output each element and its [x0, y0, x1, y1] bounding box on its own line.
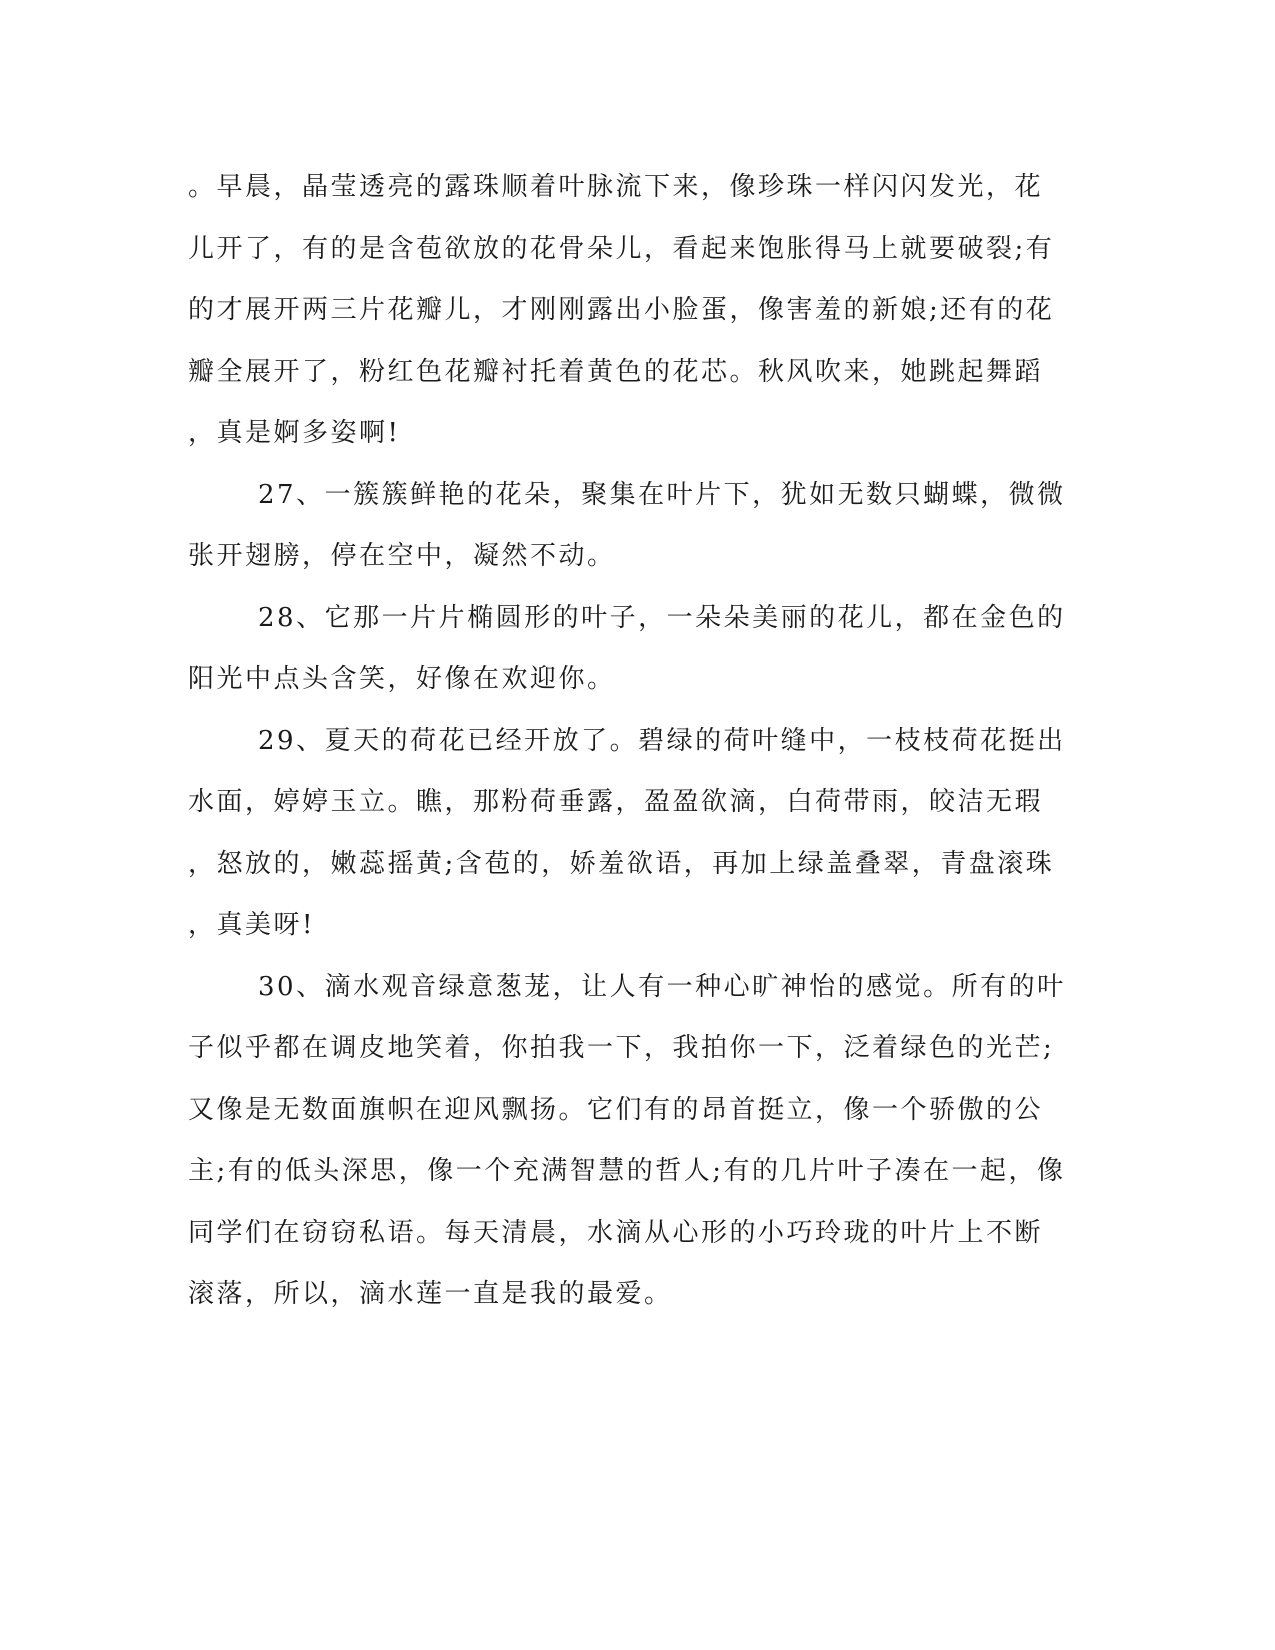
text-line: 儿开了，有的是含苞欲放的花骨朵儿，看起来饱胀得马上就要破裂;有	[188, 233, 1055, 264]
text-line: 水面，婷婷玉立。瞧，那粉荷垂露，盈盈欲滴，白荷带雨，皎洁无瑕	[188, 787, 1044, 817]
text-line: 子似乎都在调皮地笑着，你拍我一下，我拍你一下，泛着绿色的光芒;	[188, 1033, 1055, 1063]
text-line: ，真美呀!	[188, 910, 315, 940]
body-text	[188, 157, 1068, 1326]
text-line: 的才展开两三片花瓣儿，才刚刚露出小脸蛋，像害羞的新娘;还有的花	[188, 295, 1055, 325]
text-line: 28、它那一片片椭圆形的叶子，一朵朵美丽的花儿，都在金色的	[258, 602, 1066, 633]
text-line: 29、夏天的荷花已经开放了。碧绿的荷叶缝中，一枝枝荷花挺出	[258, 725, 1066, 756]
text-line: 滚落，所以，滴水莲一直是我的最爱。	[188, 1279, 673, 1309]
text-line: 主;有的低头深思，像一个充满智慧的哲人;有的几片叶子凑在一起，像	[188, 1156, 1066, 1186]
text-line: 张开翅膀，停在空中，凝然不动。	[188, 541, 616, 571]
text-line: ，怒放的，嫩蕊摇黄;含苞的，娇羞欲语，再加上绿盖叠翠，青盘滚珠	[188, 848, 1055, 879]
text-line: 。早晨，晶莹透亮的露珠顺着叶脉流下来，像珍珠一样闪闪发光，花	[188, 172, 1044, 202]
text-line: ，真是婀多姿啊!	[188, 418, 401, 448]
text-line: 27、一簇簇鲜艳的花朵，聚集在叶片下，犹如无数只蝴蝶，微微	[258, 479, 1066, 510]
text-line: 又像是无数面旗帜在迎风飘扬。它们有的昂首挺立，像一个骄傲的公	[188, 1094, 1044, 1125]
text-line: 同学们在窃窃私语。每天清晨，水滴从心形的小巧玲珑的叶片上不断	[188, 1217, 1044, 1248]
text-line: 瓣全展开了，粉红色花瓣衬托着黄色的花芯。秋风吹来，她跳起舞蹈	[188, 356, 1044, 387]
text-line: 阳光中点头含笑，好像在欢迎你。	[188, 664, 616, 694]
text-line: 30、滴水观音绿意葱茏，让人有一种心旷神怡的感觉。所有的叶	[258, 971, 1066, 1002]
